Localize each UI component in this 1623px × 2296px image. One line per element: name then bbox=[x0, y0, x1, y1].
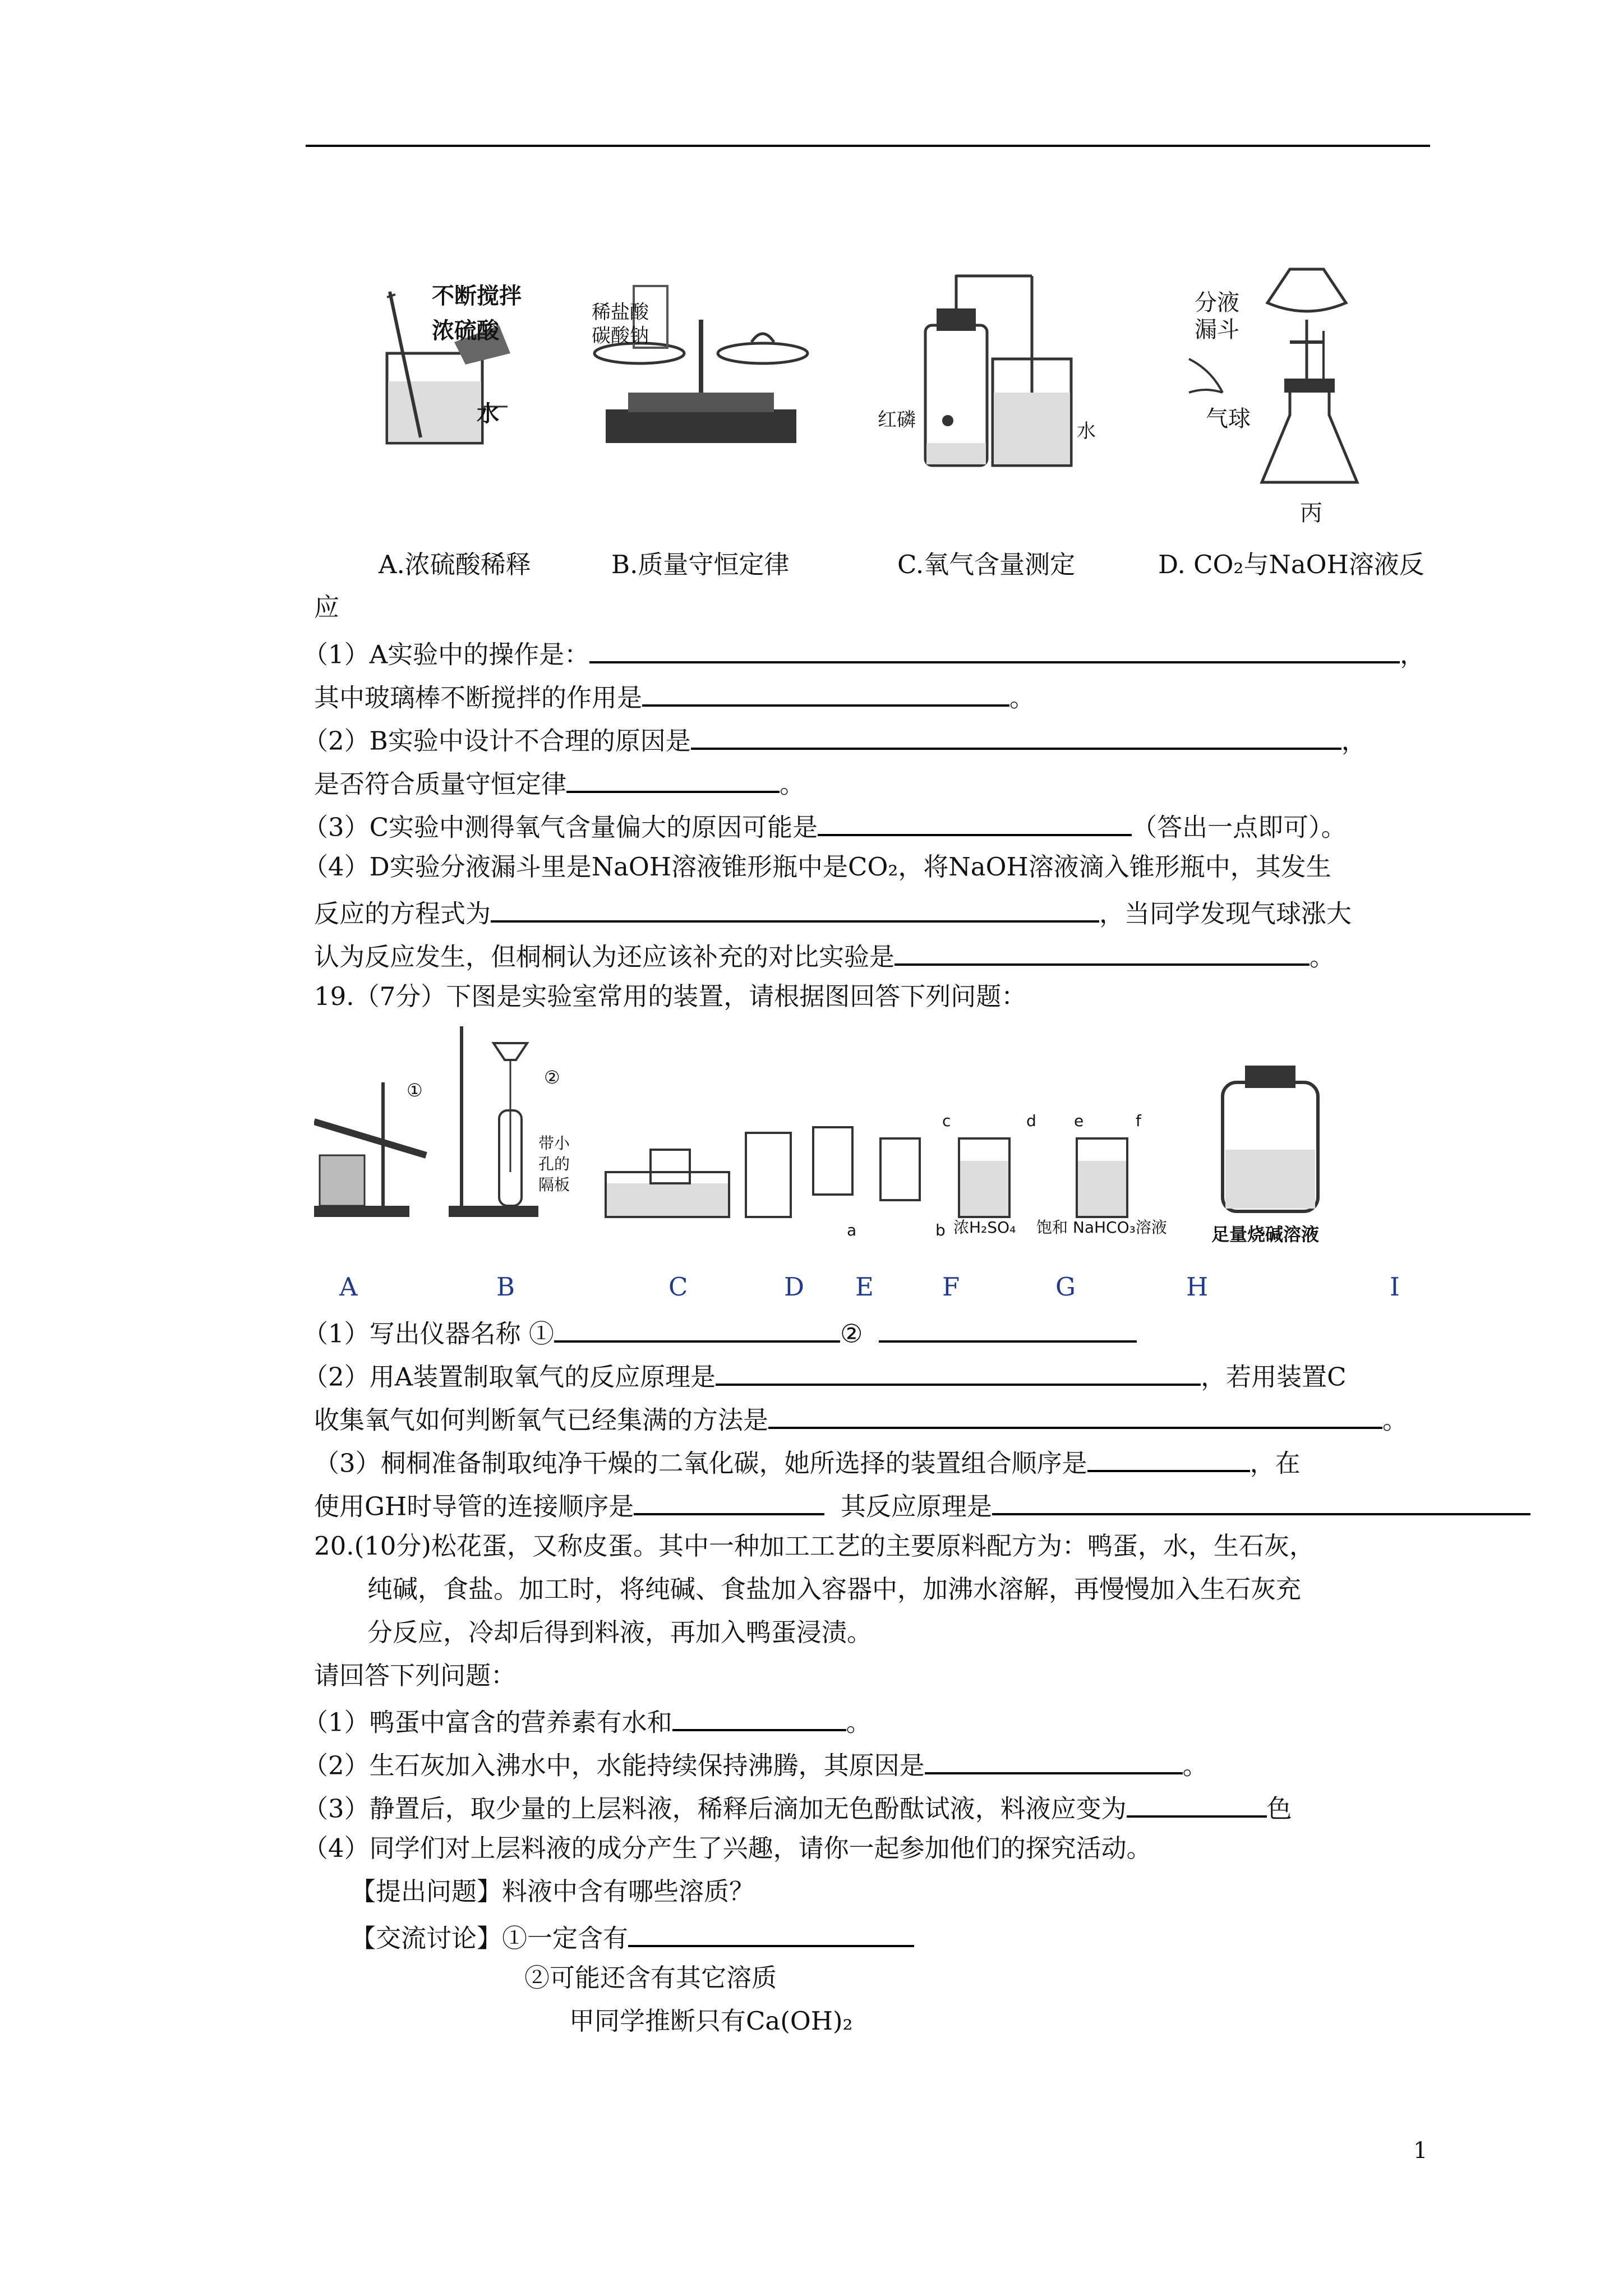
answer-blank[interactable] bbox=[491, 897, 1099, 923]
apparatus-letter-F: F bbox=[942, 1272, 960, 1302]
fig-label-f: f bbox=[1136, 1112, 1141, 1130]
q19-line5: 使用GH时导管的连接顺序是 其反应原理是 bbox=[314, 1490, 1530, 1519]
q18-line2: 其中玻璃棒不断搅拌的作用是 。 bbox=[314, 681, 1035, 711]
fig-label-e: e bbox=[1074, 1112, 1084, 1130]
answer-blank[interactable] bbox=[634, 1490, 824, 1515]
q20-q5: 【提出问题】料液中含有哪些溶质？ bbox=[351, 1877, 755, 1906]
q20-q4: （4）同学们对上层料液的成分产生了兴趣，请你一起参加他们的探究活动。 bbox=[303, 1833, 1152, 1863]
caption-b: B.质量守恒定律 bbox=[611, 550, 790, 579]
answer-blank[interactable] bbox=[768, 1404, 1382, 1429]
figure-b-balance bbox=[583, 264, 819, 454]
q18-line5: （3）C实验中测得氧气含量偏大的原因可能是 （答出一点即可）。 bbox=[303, 811, 1347, 840]
answer-blank[interactable] bbox=[691, 725, 1341, 750]
caption-d: D. CO₂与NaOH溶液反 bbox=[1158, 550, 1424, 579]
fig-b-label-na2co3: 碳酸钠 bbox=[592, 325, 649, 347]
fig-c-label-p: 红磷 bbox=[878, 409, 916, 431]
fig-label-porous1: 带小 bbox=[538, 1134, 570, 1152]
answer-blank[interactable] bbox=[566, 768, 780, 793]
answer-blank[interactable] bbox=[628, 1922, 914, 1947]
q20-q6: 【交流讨论】①一定含有 bbox=[351, 1922, 914, 1951]
fig-label-porous3: 隔板 bbox=[538, 1175, 570, 1194]
fig-a-label-stir: 不断搅拌 bbox=[432, 283, 522, 309]
fig-label-porous2: 孔的 bbox=[538, 1155, 570, 1173]
fig-d-label-funnel2: 漏斗 bbox=[1195, 317, 1239, 343]
q18-line7: 反应的方程式为 ，当同学发现气球涨大 bbox=[314, 897, 1352, 926]
q20-line3: 分反应，冷却后得到料液，再加入鸭蛋浸渍。 bbox=[367, 1617, 873, 1647]
fig-label-2: ② bbox=[544, 1067, 560, 1088]
q20-q1: （1）鸭蛋中富含的营养素有水和 。 bbox=[303, 1706, 872, 1735]
answer-blank[interactable] bbox=[642, 681, 1009, 707]
answer-blank[interactable] bbox=[672, 1706, 846, 1731]
figure-c-oxygen bbox=[914, 264, 1099, 477]
q18-line1: （1）A实验中的操作是： ， bbox=[303, 638, 1425, 667]
answer-blank[interactable] bbox=[1087, 1447, 1250, 1472]
fig-label-naoh: 足量烧碱溶液 bbox=[1211, 1224, 1320, 1245]
apparatus-letter-I: I bbox=[1390, 1272, 1400, 1302]
q18-line6: （4）D实验分液漏斗里是NaOH溶液锥形瓶中是CO₂，将NaOH溶液滴入锥形瓶中，其发生 bbox=[303, 852, 1331, 882]
q19-title: 19.（7分）下图是实验室常用的装置，请根据图回答下列问题： bbox=[314, 981, 1027, 1011]
answer-blank[interactable] bbox=[879, 1317, 1137, 1343]
header-rule bbox=[306, 145, 1430, 147]
fig-d-label-bing: 丙 bbox=[1300, 500, 1322, 526]
q20-q7: ②可能还含有其它溶质 bbox=[524, 1963, 777, 1993]
fig-a-label-water: 水 bbox=[477, 401, 499, 427]
caption-d-continued: 应 bbox=[314, 592, 340, 622]
apparatus-letter-B: B bbox=[496, 1272, 515, 1302]
answer-blank[interactable] bbox=[925, 1749, 1183, 1774]
apparatus-letter-A: A bbox=[339, 1272, 358, 1302]
fig-label-c: c bbox=[942, 1112, 951, 1130]
q20-q2: （2）生石灰加入沸水中，水能持续保持沸腾，其原因是 。 bbox=[303, 1749, 1208, 1778]
fig-label-h2so4: 浓H₂SO₄ bbox=[953, 1218, 1016, 1237]
q20-q3: （3）静置后，取少量的上层料液，稀释后滴加无色酚酞试液，料液应变为 色 bbox=[303, 1792, 1292, 1822]
fig-b-label-hcl: 稀盐酸 bbox=[592, 301, 649, 324]
page-number: 1 bbox=[1413, 2138, 1428, 2164]
fig-a-label-acid: 浓硫酸 bbox=[432, 318, 499, 344]
fig-d-label-funnel1: 分液 bbox=[1195, 290, 1239, 316]
answer-blank[interactable] bbox=[589, 638, 1400, 663]
q18-line4: 是否符合质量守恒定律 。 bbox=[314, 768, 805, 797]
fig-label-a: a bbox=[847, 1221, 857, 1239]
figure-apparatus-row bbox=[314, 1026, 1352, 1262]
answer-blank[interactable] bbox=[992, 1490, 1530, 1515]
q18-line8: 认为反应发生，但桐桐认为还应该补充的对比实验是 。 bbox=[314, 940, 1335, 970]
fig-label-nahco3: 饱和 NaHCO₃溶液 bbox=[1036, 1218, 1167, 1237]
answer-blank[interactable] bbox=[554, 1317, 840, 1343]
apparatus-letter-C: C bbox=[668, 1272, 688, 1302]
q18-line3: （2）B实验中设计不合理的原因是 ， bbox=[303, 725, 1367, 754]
q20-line2: 纯碱，食盐。加工时，将纯碱、食盐加入容器中，加沸水溶解，再慢慢加入生石灰充 bbox=[367, 1574, 1302, 1604]
answer-blank[interactable] bbox=[1127, 1792, 1267, 1818]
answer-blank[interactable] bbox=[818, 811, 1132, 836]
q19-line3: 收集氧气如何判断氧气已经集满的方法是 。 bbox=[314, 1404, 1408, 1433]
q20-line4: 请回答下列问题： bbox=[314, 1661, 517, 1690]
q20-title: 20.(10分)松花蛋，又称皮蛋。其中一种加工工艺的主要原料配方为：鸭蛋，水，生石灰， bbox=[314, 1531, 1315, 1561]
fig-label-b: b bbox=[935, 1221, 946, 1239]
caption-c: C.氧气含量测定 bbox=[897, 550, 1076, 579]
answer-blank[interactable] bbox=[716, 1361, 1201, 1386]
apparatus-letter-H: H bbox=[1186, 1272, 1209, 1302]
q19-line1: （1）写出仪器名称 ① ② bbox=[303, 1317, 1137, 1347]
fig-c-label-water: 水 bbox=[1077, 420, 1096, 442]
fig-label-1: ① bbox=[407, 1080, 423, 1101]
q20-q8: 甲同学推断只有Ca(OH)₂ bbox=[569, 2006, 853, 2036]
answer-blank[interactable] bbox=[895, 940, 1310, 966]
q19-line4: （3）桐桐准备制取纯净干燥的二氧化碳，她所选择的装置组合顺序是 ，在 bbox=[314, 1447, 1301, 1476]
fig-d-label-balloon: 气球 bbox=[1206, 406, 1251, 432]
caption-a: A.浓硫酸稀释 bbox=[379, 550, 531, 579]
apparatus-letter-E: E bbox=[855, 1272, 874, 1302]
q19-line2: （2）用A装置制取氧气的反应原理是 ，若用装置C bbox=[303, 1361, 1347, 1390]
apparatus-letter-D: D bbox=[784, 1272, 805, 1302]
apparatus-letter-G: G bbox=[1055, 1272, 1076, 1302]
fig-label-d: d bbox=[1026, 1112, 1036, 1130]
